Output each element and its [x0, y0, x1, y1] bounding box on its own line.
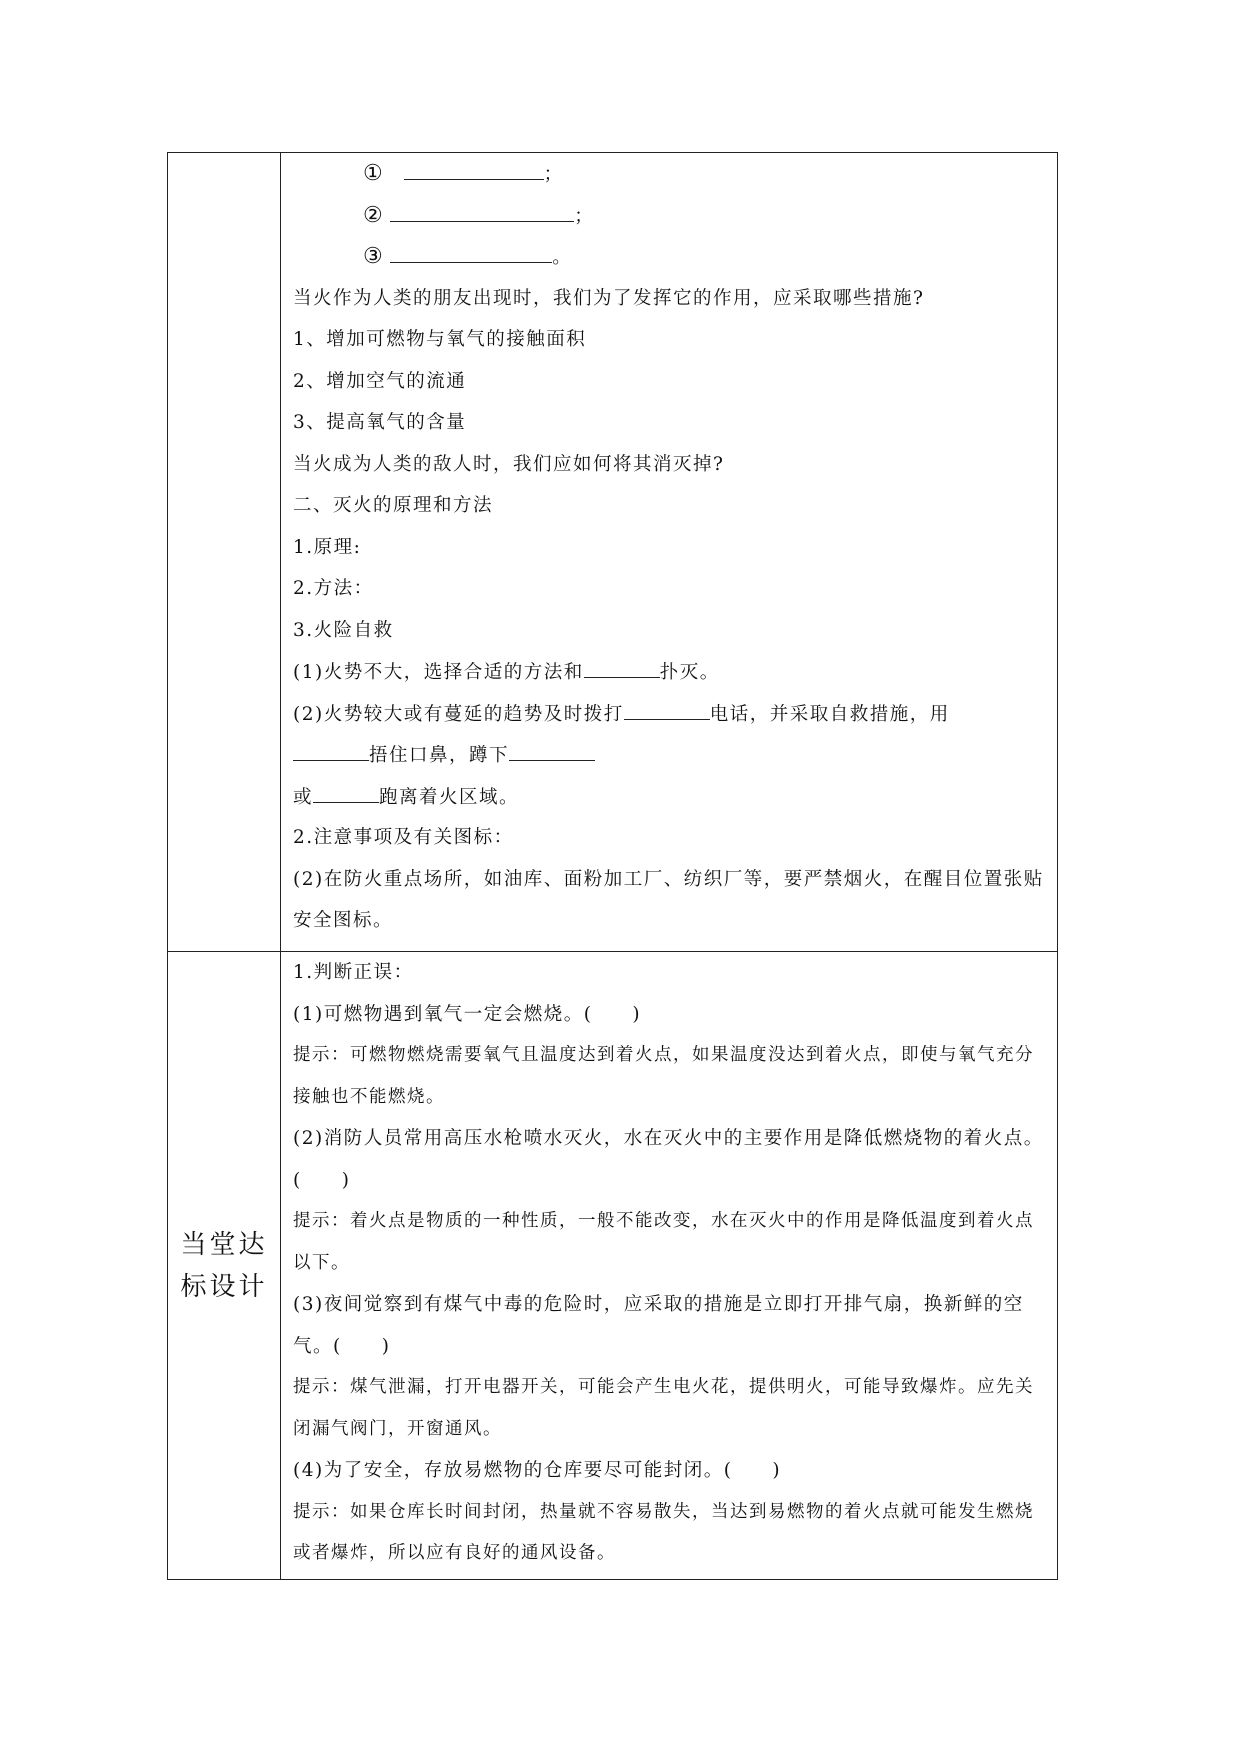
blank-line-3: [293, 236, 1045, 278]
fill-blank[interactable]: [584, 651, 660, 678]
fill-blank[interactable]: [404, 153, 544, 180]
rescue-step-1-text: (1)火势不大，选择合适的方法和: [293, 662, 584, 683]
fill-blank[interactable]: [624, 693, 710, 720]
rescue-step-2-text: (2)火势较大或有蔓延的趋势及时拨打: [293, 703, 624, 725]
principle-item: 1.原理:: [293, 536, 362, 558]
blank-line-2: [293, 195, 1045, 237]
question-enemy: 当火成为人类的敌人时，我们应如何将其消灭掉?: [293, 453, 725, 475]
rescue-step-2-text-d: 或: [293, 786, 314, 808]
rescue-step-2-text-e: 跑离着火区域。: [379, 786, 520, 808]
self-rescue-item: 3.火险自救: [293, 619, 394, 641]
rescue-step-2-cont: [293, 734, 1045, 776]
section-content-1: [281, 153, 1058, 952]
section-row-2: [168, 952, 1058, 1580]
section-label-line-1: 当堂达: [180, 1229, 268, 1260]
section-row-1: [168, 153, 1058, 952]
line-end: 。: [552, 247, 573, 268]
notice-item: 2.注意事项及有关图标：: [293, 827, 514, 848]
question-3: (3)夜间觉察到有煤气中毒的危险时，应采取的措施是立即打开排气扇，换新鲜的空气。( ): [293, 1294, 1024, 1357]
lesson-table: [167, 152, 1058, 1580]
fill-blank[interactable]: [313, 776, 379, 803]
rescue-step-2-end: [293, 776, 1045, 818]
line-end: ；: [574, 205, 595, 227]
hint-4: 提示：如果仓库长时间封闭，热量就不容易散失，当达到易燃物的着火点就可能发生燃烧或者爆炸，所以应有良好的通风设备。: [293, 1501, 1034, 1563]
circle-mark-2: ②: [363, 202, 385, 228]
hint-3: 提示：煤气泄漏，打开电器开关，可能会产生电火花，提供明火，可能导致爆炸。应先关闭漏气阀门，开窗通风。: [293, 1377, 1034, 1439]
heading-extinguish: 二、灭火的原理和方法: [293, 495, 494, 516]
method-item: 2.方法：: [293, 578, 374, 599]
question-2: (2)消防人员常用高压水枪喷水灭火，水在灭火中的主要作用是降低燃烧物的着火点。( ): [293, 1128, 1044, 1191]
measure-3: 3、提高氧气的含量: [293, 412, 467, 433]
rescue-step-2: [293, 693, 1045, 735]
rescue-step-2-text-c: 捂住口鼻，蹲下: [369, 745, 510, 766]
blank-line-1: [293, 153, 1045, 195]
question-1: (1)可燃物遇到氧气一定会燃烧。( ): [293, 1003, 642, 1025]
fill-blank[interactable]: [390, 195, 574, 222]
notice-detail: (2)在防火重点场所，如油库、面粉加工厂、纺织厂等，要严禁烟火，在醒目位置张贴安全图标。: [293, 868, 1044, 931]
rescue-step-2-text-b: 电话，并采取自救措施，用: [709, 703, 950, 725]
section-label-line-2: 标设计: [180, 1271, 268, 1302]
question-4: (4)为了安全，存放易燃物的仓库要尽可能封闭。( ): [293, 1460, 782, 1481]
rescue-step-1-end: 扑灭。: [659, 662, 720, 683]
question-friend: 当火作为人类的朋友出现时，我们为了发挥它的作用，应采取哪些措施?: [293, 287, 925, 309]
hint-1: 提示：可燃物燃烧需要氧气且温度达到着火点，如果温度没达到着火点，即使与氧气充分接触也不能燃烧。: [293, 1045, 1034, 1107]
measure-1: 1、增加可燃物与氧气的接触面积: [293, 329, 587, 350]
circle-mark-3: ③: [363, 244, 385, 269]
fill-blank[interactable]: [390, 236, 552, 263]
section-label-cell-1: [168, 153, 281, 952]
section-label-cell-2: [168, 952, 281, 1580]
fill-blank[interactable]: [509, 734, 595, 761]
line-end: ；: [543, 164, 564, 185]
fill-blank[interactable]: [293, 734, 369, 761]
circle-mark-1: ①: [363, 161, 385, 186]
section-content-2: [281, 952, 1058, 1580]
judge-title: 1.判断正误：: [293, 962, 414, 983]
rescue-step-1: [293, 651, 1045, 693]
measure-2: 2、增加空气的流通: [293, 370, 467, 392]
hint-2: 提示：着火点是物质的一种性质，一般不能改变，水在灭火中的作用是降低温度到着火点以下。: [293, 1211, 1034, 1273]
